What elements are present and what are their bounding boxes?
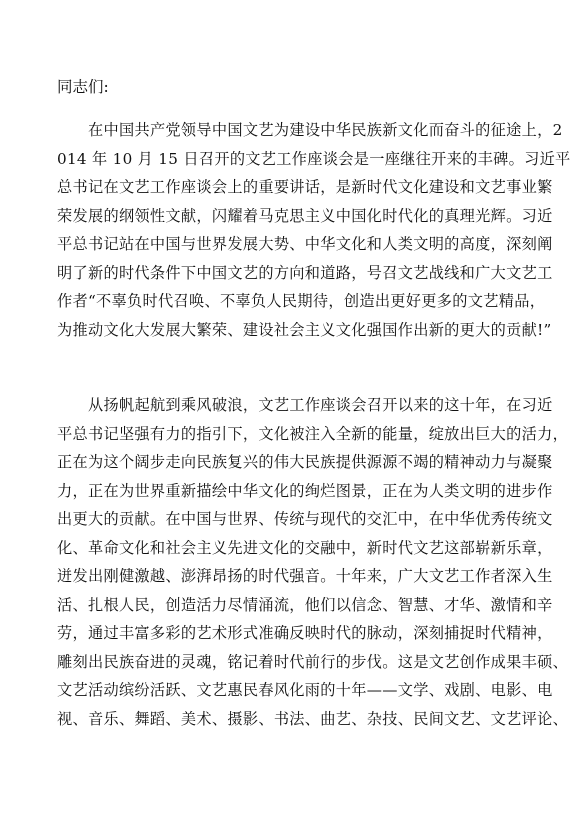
paragraph-line: 劳，通过丰富多彩的艺术形式准确反映时代的脉动，深刻捕捉时代精神，	[57, 624, 553, 642]
paragraph-line: 为推动文化大发展大繁荣、建设社会主义文化强国作出新的更大的贡献!”	[57, 320, 552, 339]
salutation: 同志们:	[57, 78, 109, 96]
paragraph-line: 平总书记坚强有力的指引下，文化被注入全新的能量，绽放出巨大的活力，	[57, 424, 569, 443]
paragraph-line: 从扬帆起航到乘风破浪，文艺工作座谈会召开以来的这十年，在习近	[88, 396, 553, 414]
paragraph-line: 作者“不辜负时代召唤、不辜负人民期待，创造出更好更多的文艺精品，	[57, 292, 546, 310]
paragraph-line: 文艺活动缤纷活跃、文艺惠民春风化雨的十年——文学、戏剧、电影、电	[57, 681, 553, 699]
paragraph-line: 活、扎根人民，创造活力尽情涌流，他们以信念、智慧、才华、激情和辛	[57, 595, 553, 614]
paragraph-line: 雕刻出民族奋进的灵魂，铭记着时代前行的步伐。这是文艺创作成果丰硕、	[57, 652, 569, 671]
paragraph-line: 在中国共产党领导中国文艺为建设中华民族新文化而奋斗的征途上，2	[88, 121, 563, 139]
paragraph-line: 迸发出刚健激越、澎湃昂扬的时代强音。十年来，广大文艺工作者深入生	[57, 567, 553, 585]
paragraph-line: 正在为这个阔步走向民族复兴的伟大民族提供源源不竭的精神动力与凝聚	[57, 453, 553, 471]
paragraph-line: 力，正在为世界重新描绘中华文化的绚烂图景，正在为人类文明的进步作	[57, 481, 553, 500]
paragraph-line: 总书记在文艺工作座谈会上的重要讲话，是新时代文化建设和文艺事业繁	[57, 178, 553, 196]
paragraph-1	[57, 116, 571, 344]
paragraph-line: 荣发展的纲领性文献，闪耀着马克思主义中国化时代化的真理光辉。习近	[57, 206, 553, 225]
paragraph-2	[57, 391, 569, 733]
paragraph-line: 化、革命文化和社会主义先进文化的交融中，新时代文艺这部崭新乐章，	[57, 538, 553, 557]
paragraph-line: 视、音乐、舞蹈、美术、摄影、书法、曲艺、杂技、民间文艺、文艺评论、	[57, 709, 569, 728]
paragraph-line: 014 年 10 月 15 日召开的文艺工作座谈会是一座继往开来的丰碑。习近平	[57, 149, 571, 168]
paragraph-line: 明了新的时代条件下中国文艺的方向和道路，号召文艺战线和广大文艺工	[57, 263, 553, 282]
paragraph-line: 平总书记站在中国与世界发展大势、中华文化和人类文明的高度，深刻阐	[57, 235, 553, 253]
paragraph-line: 出更大的贡献。在中国与世界、传统与现代的交汇中，在中华优秀传统文	[57, 510, 553, 528]
